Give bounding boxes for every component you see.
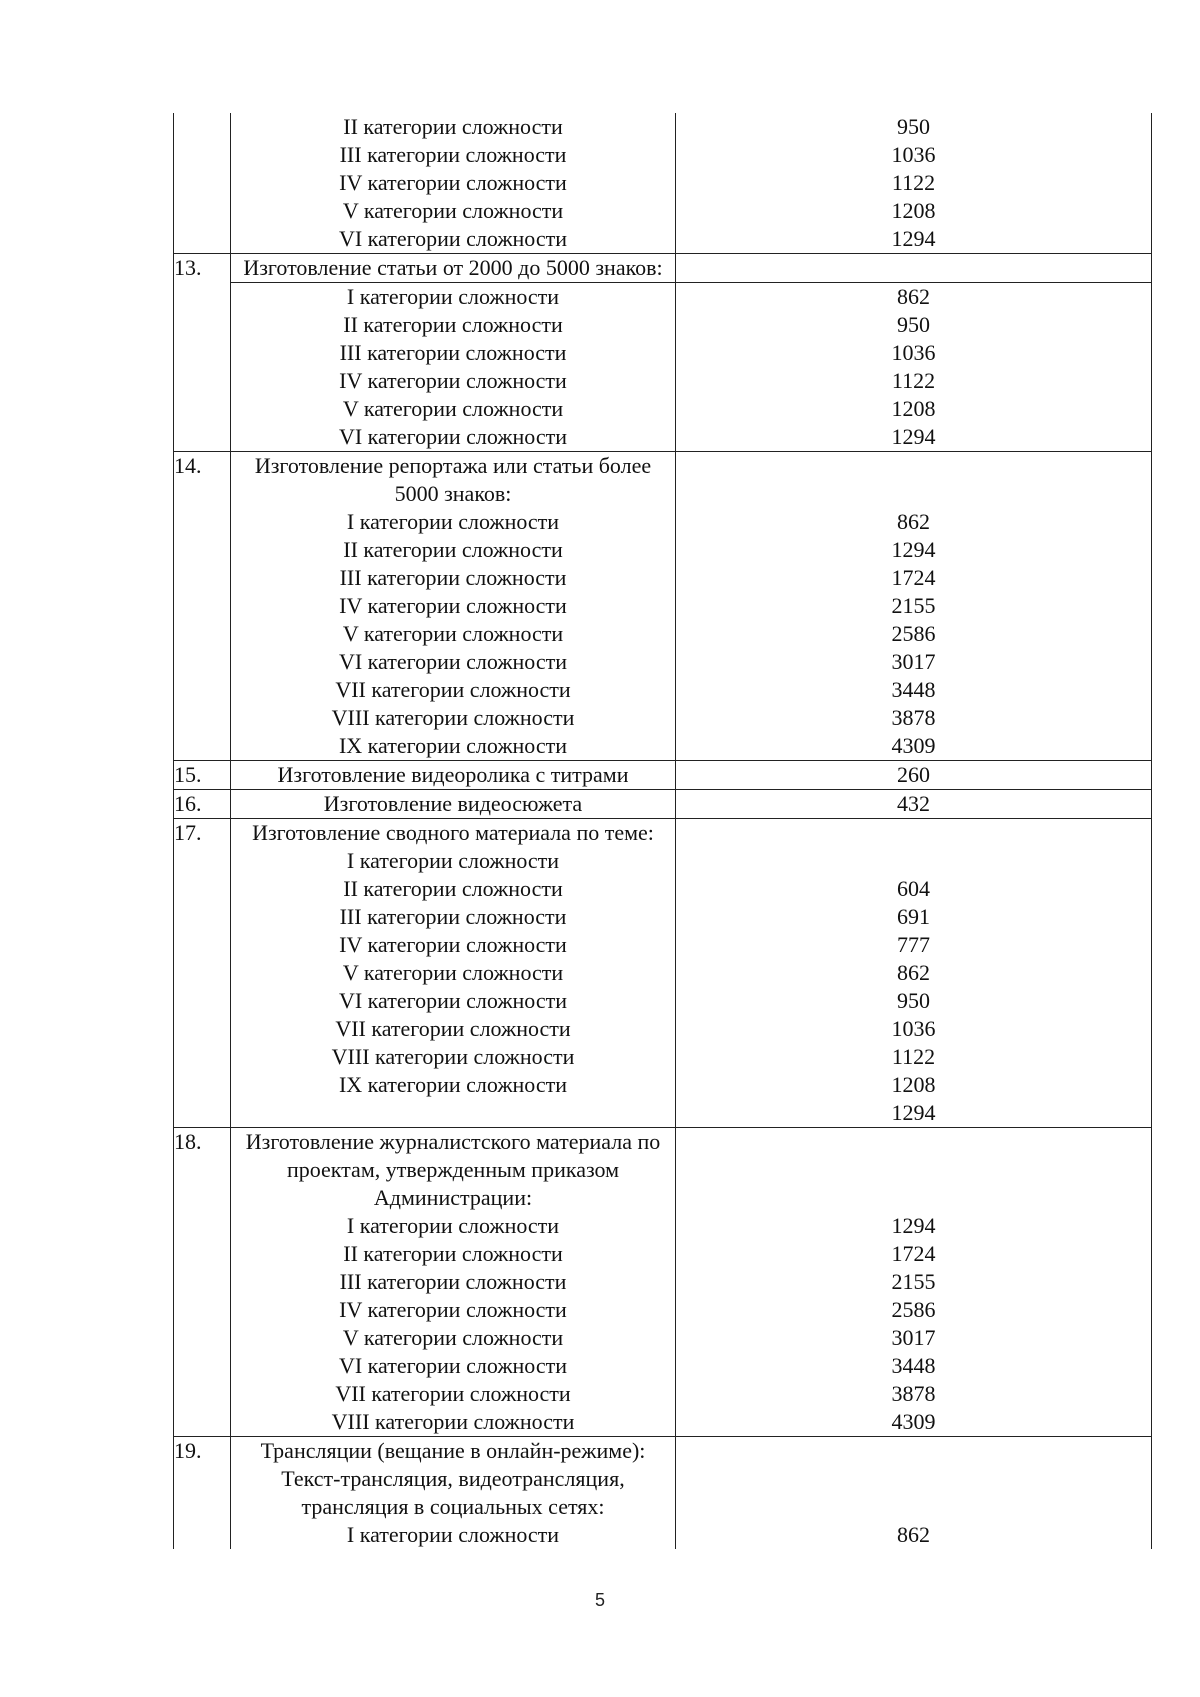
row-number: 19. — [174, 1437, 231, 1550]
category-label: II категории сложности — [343, 537, 563, 562]
category-label: VI категории сложности — [338, 424, 568, 449]
row-number: 17. — [174, 819, 231, 1128]
category-label: VII категории сложности — [335, 1016, 571, 1041]
price-value: 2155 — [891, 593, 936, 618]
category-label: IV категории сложности — [339, 932, 567, 957]
table-row — [174, 1437, 1152, 1550]
category-label: V категории сложности — [342, 621, 564, 646]
table-row — [174, 283, 1152, 452]
category-label: IV категории сложности — [339, 170, 567, 195]
row-number: 16. — [174, 790, 231, 819]
category-label: III категории сложности — [339, 340, 567, 365]
price-value: 3878 — [891, 705, 936, 730]
price-value: 432 — [676, 790, 1152, 819]
row-description — [231, 1128, 676, 1437]
price-table — [173, 113, 1152, 1549]
row-number — [174, 113, 231, 254]
price-value: 2586 — [891, 1297, 936, 1322]
category-label: VIII категории сложности — [331, 1044, 575, 1069]
price-value: 1208 — [891, 396, 936, 421]
category-label: V категории сложности — [342, 198, 564, 223]
category-label: II категории сложности — [343, 1241, 563, 1266]
category-label: II категории сложности — [343, 876, 563, 901]
price-value: 2155 — [891, 1269, 936, 1294]
price-value: 1294 — [891, 226, 936, 251]
row-number: 14. — [174, 452, 231, 761]
category-label: III категории сложности — [339, 904, 567, 929]
category-label: II категории сложности — [343, 312, 563, 337]
price-value: 2586 — [891, 621, 936, 646]
table-row — [174, 1128, 1152, 1437]
table-row — [174, 113, 1152, 254]
price-value: 4309 — [891, 1409, 936, 1434]
row-description — [231, 113, 676, 254]
row-number: 18. — [174, 1128, 231, 1437]
price-value: 3017 — [891, 1325, 936, 1350]
price-value: 1036 — [891, 1016, 936, 1041]
row-description — [231, 819, 676, 1128]
category-label: IX категории сложности — [338, 733, 568, 758]
price-value: 604 — [897, 876, 930, 901]
table-row — [174, 254, 1152, 283]
price-value: 1122 — [891, 1044, 936, 1069]
category-label: VII категории сложности — [335, 677, 571, 702]
price-value: 1208 — [891, 1072, 936, 1097]
row-values — [676, 819, 1152, 1128]
price-value: 1294 — [891, 1100, 936, 1125]
price-value: 4309 — [891, 733, 936, 758]
row-values — [676, 1437, 1152, 1550]
price-value: 862 — [897, 960, 930, 985]
table-row — [174, 790, 1152, 819]
table-row — [174, 452, 1152, 761]
row-number: 13. — [174, 254, 231, 452]
price-value: 862 — [897, 509, 930, 534]
row-values — [676, 1128, 1152, 1437]
category-label: III категории сложности — [339, 142, 567, 167]
row-values — [676, 283, 1152, 452]
price-value: 3017 — [891, 649, 936, 674]
price-value: 1724 — [891, 1241, 936, 1266]
price-value: 862 — [897, 284, 930, 309]
category-label: VI категории сложности — [338, 988, 568, 1013]
category-label: V категории сложности — [342, 1325, 564, 1350]
row-number: 15. — [174, 761, 231, 790]
row-title — [231, 254, 676, 283]
price-value: 1724 — [891, 565, 936, 590]
price-value: 3448 — [891, 677, 936, 702]
category-label: III категории сложности — [339, 1269, 567, 1294]
price-value: 691 — [897, 904, 930, 929]
category-label: V категории сложности — [342, 396, 564, 421]
table-row — [174, 819, 1152, 1128]
category-label: VII категории сложности — [335, 1381, 571, 1406]
category-label: I категории сложности — [346, 1213, 560, 1238]
price-value: 1036 — [891, 340, 936, 365]
price-value: 777 — [897, 932, 930, 957]
category-label: IV категории сложности — [339, 368, 567, 393]
price-value: 1208 — [891, 198, 936, 223]
category-label: I категории сложности — [346, 284, 560, 309]
category-label: I категории сложности — [346, 1522, 560, 1547]
item-title: Изготовление репортажа или статьи более 5000 знаков: — [254, 453, 652, 506]
price-value: 1122 — [891, 170, 936, 195]
price-value: 1294 — [891, 537, 936, 562]
row-description — [231, 452, 676, 761]
category-label: VI категории сложности — [338, 226, 568, 251]
row-values — [676, 113, 1152, 254]
price-value: 260 — [676, 761, 1152, 790]
item-title: Изготовление видеоролика с титрами — [231, 761, 676, 790]
category-label: VI категории сложности — [338, 1353, 568, 1378]
price-value: 3448 — [891, 1353, 936, 1378]
price-value: 3878 — [891, 1381, 936, 1406]
row-description — [231, 283, 676, 452]
category-label: III категории сложности — [339, 565, 567, 590]
category-label: IX категории сложности — [338, 1072, 568, 1097]
item-title: Изготовление видеосюжета — [231, 790, 676, 819]
category-label: VIII категории сложности — [331, 1409, 575, 1434]
item-title: Изготовление журналистского материала по проектам, утвержденным приказом Администрации: — [245, 1129, 661, 1210]
price-value: 1294 — [891, 424, 936, 449]
category-label: IV категории сложности — [339, 593, 567, 618]
price-value: 862 — [897, 1522, 930, 1547]
price-value: 950 — [897, 114, 930, 139]
item-title: Трансляции (вещание в онлайн-режиме): Текст-трансляция, видеотрансляция, трансляция в социальных сетях: — [260, 1438, 646, 1519]
price-value: 1036 — [891, 142, 936, 167]
item-title: Изготовление сводного материала по теме: — [252, 820, 654, 845]
price-value: 950 — [897, 988, 930, 1013]
category-label: II категории сложности — [343, 114, 563, 139]
price-value: 1122 — [891, 368, 936, 393]
row-description — [231, 1437, 676, 1550]
page-number: 5 — [594, 1590, 605, 1610]
category-label: VIII категории сложности — [331, 705, 575, 730]
table-row — [174, 761, 1152, 790]
row-values — [676, 452, 1152, 761]
price-value: 950 — [897, 312, 930, 337]
category-label: V категории сложности — [342, 960, 564, 985]
item-title: Изготовление статьи от 2000 до 5000 знаков: — [243, 255, 663, 280]
row-values — [676, 254, 1152, 283]
category-label: I категории сложности — [346, 848, 560, 873]
category-label: I категории сложности — [346, 509, 560, 534]
category-label: IV категории сложности — [339, 1297, 567, 1322]
category-label: VI категории сложности — [338, 649, 568, 674]
price-value: 1294 — [891, 1213, 936, 1238]
